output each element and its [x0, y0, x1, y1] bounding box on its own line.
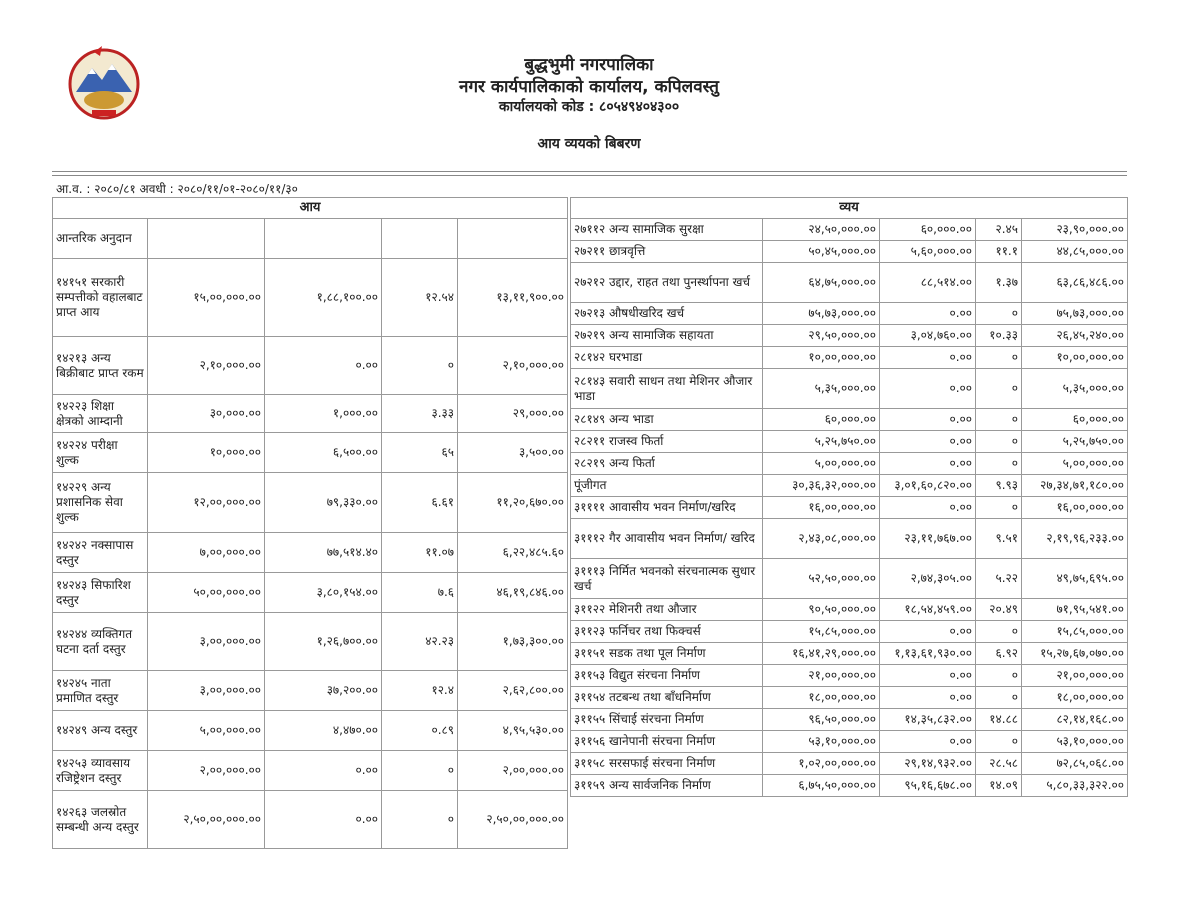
- report-title: आय व्ययको बिबरण: [537, 136, 641, 152]
- spent-amount: ६,५००.००: [265, 433, 382, 473]
- remaining-amount: ५,२५,७५०.००: [1022, 431, 1128, 453]
- table-row: [571, 497, 1128, 519]
- spent-amount: ०.००: [265, 791, 382, 849]
- percent-value: ०: [382, 791, 458, 849]
- percent-value: २०.४९: [976, 599, 1022, 621]
- spent-amount: ९५,१६,६७८.००: [880, 775, 976, 797]
- budget-amount: ३,००,०००.००: [148, 613, 265, 671]
- income-heading: आय: [53, 198, 568, 219]
- percent-value: ११.०७: [382, 533, 458, 573]
- spent-amount: ०.००: [880, 409, 976, 431]
- fiscal-period: आ.व. : २०८०/८१ अवधी : २०८०/११/०१-२०८०/११/३०: [56, 182, 298, 196]
- spent-amount: ८८,५१४.००: [880, 263, 976, 303]
- row-label: १४२४३ सिफारिश दस्तुर: [53, 573, 148, 613]
- table-row: [53, 395, 568, 433]
- remaining-amount: २,१०,०००.००: [458, 337, 568, 395]
- remaining-amount: २१,००,०००.००: [1022, 665, 1128, 687]
- table-row: [53, 219, 568, 259]
- percent-value: [382, 219, 458, 259]
- remaining-amount: २७,३४,७१,१८०.००: [1022, 475, 1128, 497]
- percent-value: ७.६: [382, 573, 458, 613]
- row-label: ३११५८ सरसफाई संरचना निर्माण: [571, 753, 763, 775]
- budget-amount: ५,२५,७५०.००: [763, 431, 880, 453]
- table-row: [571, 475, 1128, 497]
- percent-value: ०: [976, 369, 1022, 409]
- spent-amount: ०.००: [265, 751, 382, 791]
- percent-value: ०: [976, 497, 1022, 519]
- row-label: आन्तरिक अनुदान: [53, 219, 148, 259]
- row-label: २७२१३ औषधीखरिद खर्च: [571, 303, 763, 325]
- percent-value: २.४५: [976, 219, 1022, 241]
- row-label: १४२४२ नक्सापास दस्तुर: [53, 533, 148, 573]
- row-label: पूंजीगत: [571, 475, 763, 497]
- office-code: कार्यालयको कोड : ८०५४९४०४३००: [498, 99, 680, 115]
- percent-value: १२.४: [382, 671, 458, 711]
- remaining-amount: ८२,१४,१६८.००: [1022, 709, 1128, 731]
- spent-amount: २३,११,७६७.००: [880, 519, 976, 559]
- row-label: १४२२४ परीक्षा शुल्क: [53, 433, 148, 473]
- row-label: २८१४२ घरभाडा: [571, 347, 763, 369]
- spent-amount: ४,४७०.००: [265, 711, 382, 751]
- row-label: २८२११ राजस्व फिर्ता: [571, 431, 763, 453]
- row-label: २७२१९ अन्य सामाजिक सहायता: [571, 325, 763, 347]
- budget-amount: २१,००,०००.००: [763, 665, 880, 687]
- table-row: [571, 621, 1128, 643]
- percent-value: ०: [382, 337, 458, 395]
- percent-value: ०.८९: [382, 711, 458, 751]
- budget-amount: २,१०,०००.००: [148, 337, 265, 395]
- spent-amount: ३,०१,६०,८२०.००: [880, 475, 976, 497]
- spent-amount: ३,८०,१५४.००: [265, 573, 382, 613]
- table-row: [53, 533, 568, 573]
- budget-amount: ७५,७३,०००.००: [763, 303, 880, 325]
- spent-amount: ०.००: [880, 303, 976, 325]
- budget-amount: १,०२,००,०००.००: [763, 753, 880, 775]
- budget-amount: २,००,०००.००: [148, 751, 265, 791]
- budget-amount: [148, 219, 265, 259]
- table-row: [53, 711, 568, 751]
- remaining-amount: ४६,१९,८४६.००: [458, 573, 568, 613]
- row-label: २८२१९ अन्य फिर्ता: [571, 453, 763, 475]
- spent-amount: १,८८,१००.००: [265, 259, 382, 337]
- organization-name: बुद्धभुमी नगरपालिका: [524, 55, 654, 75]
- spent-amount: २,७४,३०५.००: [880, 559, 976, 599]
- budget-amount: ५३,१०,०००.००: [763, 731, 880, 753]
- percent-value: ५.२२: [976, 559, 1022, 599]
- percent-value: ०: [976, 347, 1022, 369]
- percent-value: १.३७: [976, 263, 1022, 303]
- header-divider-secondary: [52, 175, 1127, 176]
- table-row: [571, 369, 1128, 409]
- table-row: [53, 671, 568, 711]
- table-row: [571, 665, 1128, 687]
- percent-value: ११.१: [976, 241, 1022, 263]
- row-label: १४२४४ व्यक्तिगत घटना दर्ता दस्तुर: [53, 613, 148, 671]
- spent-amount: ०.००: [880, 347, 976, 369]
- percent-value: ६५: [382, 433, 458, 473]
- spent-amount: ६०,०००.००: [880, 219, 976, 241]
- spent-amount: ७७,५१४.४०: [265, 533, 382, 573]
- row-label: ३११५३ विद्युत संरचना निर्माण: [571, 665, 763, 687]
- remaining-amount: २,१९,९६,२३३.००: [1022, 519, 1128, 559]
- table-row: [571, 453, 1128, 475]
- remaining-amount: १८,००,०००.००: [1022, 687, 1128, 709]
- office-name: नगर कार्यपालिकाको कार्यालय, कपिलवस्तु: [459, 77, 719, 97]
- row-label: ३११५६ खानेपानी संरचना निर्माण: [571, 731, 763, 753]
- percent-value: १४.०९: [976, 775, 1022, 797]
- spent-amount: ०.००: [880, 687, 976, 709]
- remaining-amount: २,६२,८००.००: [458, 671, 568, 711]
- percent-value: ६.९२: [976, 643, 1022, 665]
- table-row: [53, 433, 568, 473]
- spent-amount: २९,१४,९३२.००: [880, 753, 976, 775]
- remaining-amount: ११,२०,६७०.००: [458, 473, 568, 533]
- row-label: १४२४९ अन्य दस्तुर: [53, 711, 148, 751]
- table-row: [571, 687, 1128, 709]
- remaining-amount: १०,००,०००.००: [1022, 347, 1128, 369]
- spent-amount: ३७,२००.००: [265, 671, 382, 711]
- table-row: [53, 337, 568, 395]
- budget-amount: १८,००,०००.००: [763, 687, 880, 709]
- percent-value: ०: [976, 621, 1022, 643]
- row-label: १४२२३ शिक्षा क्षेत्रको आम्दानी: [53, 395, 148, 433]
- budget-amount: ६४,७५,०००.००: [763, 263, 880, 303]
- percent-value: ०: [976, 453, 1022, 475]
- row-label: २७११२ अन्य सामाजिक सुरक्षा: [571, 219, 763, 241]
- percent-value: ९.९३: [976, 475, 1022, 497]
- percent-value: ०: [976, 731, 1022, 753]
- remaining-amount: ७५,७३,०००.००: [1022, 303, 1128, 325]
- row-label: २८१४९ अन्य भाडा: [571, 409, 763, 431]
- row-label: १४२६३ जलस्रोत सम्बन्धी अन्य दस्तुर: [53, 791, 148, 849]
- remaining-amount: ५,८०,३३,३२२.००: [1022, 775, 1128, 797]
- table-row: [571, 731, 1128, 753]
- remaining-amount: १५,८५,०००.००: [1022, 621, 1128, 643]
- spent-amount: ०.००: [880, 369, 976, 409]
- table-row: [571, 775, 1128, 797]
- spent-amount: १४,३५,८३२.००: [880, 709, 976, 731]
- row-label: ३११५९ अन्य सार्वजनिक निर्माण: [571, 775, 763, 797]
- percent-value: ४२.२३: [382, 613, 458, 671]
- remaining-amount: २,५०,००,०००.००: [458, 791, 568, 849]
- income-table: [52, 197, 568, 849]
- remaining-amount: १,७३,३००.००: [458, 613, 568, 671]
- budget-amount: १६,००,०००.००: [763, 497, 880, 519]
- remaining-amount: २३,९०,०००.००: [1022, 219, 1128, 241]
- table-row: [571, 559, 1128, 599]
- budget-amount: ५२,५०,०००.००: [763, 559, 880, 599]
- remaining-amount: [458, 219, 568, 259]
- spent-amount: १,१३,६१,९३०.००: [880, 643, 976, 665]
- spent-amount: ७९,३३०.००: [265, 473, 382, 533]
- expense-table: [570, 197, 1128, 797]
- budget-amount: १५,००,०००.००: [148, 259, 265, 337]
- table-row: [53, 573, 568, 613]
- remaining-amount: ७१,९५,५४१.००: [1022, 599, 1128, 621]
- percent-value: ०: [976, 409, 1022, 431]
- row-label: ३१११२ गैर आवासीय भवन निर्माण/ खरिद: [571, 519, 763, 559]
- percent-value: ०: [382, 751, 458, 791]
- row-label: १४२५३ व्यावसाय रजिष्ट्रेशन दस्तुर: [53, 751, 148, 791]
- percent-value: १२.५४: [382, 259, 458, 337]
- table-row: [53, 259, 568, 337]
- spent-amount: ०.००: [880, 453, 976, 475]
- remaining-amount: १५,२७,६७,०७०.००: [1022, 643, 1128, 665]
- row-label: १४१५१ सरकारी सम्पत्तीको वहालबाट प्राप्त आय: [53, 259, 148, 337]
- budget-amount: १५,८५,०००.००: [763, 621, 880, 643]
- percent-value: ६.६१: [382, 473, 458, 533]
- budget-amount: २,४३,०८,०००.००: [763, 519, 880, 559]
- remaining-amount: ६३,८६,४८६.००: [1022, 263, 1128, 303]
- budget-amount: ६,७५,५०,०००.००: [763, 775, 880, 797]
- spent-amount: १८,५४,४५९.००: [880, 599, 976, 621]
- percent-value: २८.५८: [976, 753, 1022, 775]
- spent-amount: [265, 219, 382, 259]
- remaining-amount: ४४,८५,०००.००: [1022, 241, 1128, 263]
- table-row: [53, 613, 568, 671]
- table-row: [571, 241, 1128, 263]
- remaining-amount: ३,५००.००: [458, 433, 568, 473]
- table-row: [571, 599, 1128, 621]
- table-row: [571, 263, 1128, 303]
- budget-amount: ३०,३६,३२,०००.००: [763, 475, 880, 497]
- remaining-amount: ५३,१०,०००.००: [1022, 731, 1128, 753]
- budget-amount: ५,००,०००.००: [148, 711, 265, 751]
- row-label: ३११२२ मेशिनरी तथा औजार: [571, 599, 763, 621]
- spent-amount: १,०००.००: [265, 395, 382, 433]
- spent-amount: ३,०४,७६०.००: [880, 325, 976, 347]
- row-label: ३१११३ निर्मित भवनको संरचनात्मक सुधार खर्च: [571, 559, 763, 599]
- spent-amount: ०.००: [880, 431, 976, 453]
- remaining-amount: ४,९५,५३०.००: [458, 711, 568, 751]
- table-row: [571, 753, 1128, 775]
- table-row: [571, 347, 1128, 369]
- spent-amount: १,२६,७००.००: [265, 613, 382, 671]
- remaining-amount: ६०,०००.००: [1022, 409, 1128, 431]
- budget-amount: ९०,५०,०००.००: [763, 599, 880, 621]
- row-label: ३११११ आवासीय भवन निर्माण/खरिद: [571, 497, 763, 519]
- remaining-amount: ५,००,०००.००: [1022, 453, 1128, 475]
- expense-heading: व्यय: [571, 198, 1128, 219]
- table-row: [571, 409, 1128, 431]
- remaining-amount: ४९,७५,६९५.००: [1022, 559, 1128, 599]
- table-row: [571, 431, 1128, 453]
- row-label: १४२१३ अन्य बिक्रीबाट प्राप्त रकम: [53, 337, 148, 395]
- budget-amount: ३,००,०००.००: [148, 671, 265, 711]
- row-label: ३११५१ सडक तथा पूल निर्माण: [571, 643, 763, 665]
- percent-value: ९.५१: [976, 519, 1022, 559]
- budget-amount: १६,४१,२९,०००.००: [763, 643, 880, 665]
- budget-amount: ३०,०००.००: [148, 395, 265, 433]
- budget-amount: २९,५०,०००.००: [763, 325, 880, 347]
- percent-value: ०: [976, 665, 1022, 687]
- spent-amount: ०.००: [880, 731, 976, 753]
- remaining-amount: ५,३५,०००.००: [1022, 369, 1128, 409]
- budget-amount: २,५०,००,०००.००: [148, 791, 265, 849]
- table-row: [571, 709, 1128, 731]
- row-label: २७२११ छात्रवृत्ति: [571, 241, 763, 263]
- spent-amount: ०.००: [880, 665, 976, 687]
- budget-amount: १०,००,०००.००: [763, 347, 880, 369]
- remaining-amount: २६,४५,२४०.००: [1022, 325, 1128, 347]
- spent-amount: ५,६०,०००.००: [880, 241, 976, 263]
- budget-amount: ९६,५०,०००.००: [763, 709, 880, 731]
- row-label: १४२४५ नाता प्रमाणित दस्तुर: [53, 671, 148, 711]
- remaining-amount: १६,००,०००.००: [1022, 497, 1128, 519]
- row-label: २८१४३ सवारी साधन तथा मेशिनर औजार भाडा: [571, 369, 763, 409]
- budget-amount: ६०,०००.००: [763, 409, 880, 431]
- budget-amount: ५०,००,०००.००: [148, 573, 265, 613]
- table-row: [53, 473, 568, 533]
- remaining-amount: १३,११,९००.००: [458, 259, 568, 337]
- percent-value: ३.३३: [382, 395, 458, 433]
- percent-value: ०: [976, 687, 1022, 709]
- budget-amount: २४,५०,०००.००: [763, 219, 880, 241]
- table-row: [53, 791, 568, 849]
- budget-amount: ५,००,०००.००: [763, 453, 880, 475]
- table-row: [571, 325, 1128, 347]
- spent-amount: ०.००: [265, 337, 382, 395]
- percent-value: ०: [976, 303, 1022, 325]
- remaining-amount: २९,०००.००: [458, 395, 568, 433]
- budget-amount: १२,००,०००.००: [148, 473, 265, 533]
- row-label: ३११५४ तटबन्ध तथा बाँधनिर्माण: [571, 687, 763, 709]
- row-label: १४२२९ अन्य प्रशासनिक सेवा शुल्क: [53, 473, 148, 533]
- table-row: [571, 643, 1128, 665]
- budget-amount: ७,००,०००.००: [148, 533, 265, 573]
- percent-value: ०: [976, 431, 1022, 453]
- spent-amount: ०.००: [880, 497, 976, 519]
- budget-amount: ५०,४५,०००.००: [763, 241, 880, 263]
- header-divider: [52, 171, 1127, 172]
- table-row: [571, 303, 1128, 325]
- table-row: [571, 219, 1128, 241]
- table-row: [53, 751, 568, 791]
- remaining-amount: ६,२२,४८५.६०: [458, 533, 568, 573]
- row-label: २७२१२ उद्दार, राहत तथा पुनर्स्थापना खर्च: [571, 263, 763, 303]
- budget-amount: ५,३५,०००.००: [763, 369, 880, 409]
- remaining-amount: ७२,८५,०६८.००: [1022, 753, 1128, 775]
- percent-value: १४.८८: [976, 709, 1022, 731]
- row-label: ३११२३ फर्निचर तथा फिक्चर्स: [571, 621, 763, 643]
- table-row: [571, 519, 1128, 559]
- remaining-amount: २,००,०००.००: [458, 751, 568, 791]
- budget-amount: १०,०००.००: [148, 433, 265, 473]
- row-label: ३११५५ सिंचाई संरचना निर्माण: [571, 709, 763, 731]
- percent-value: १०.३३: [976, 325, 1022, 347]
- spent-amount: ०.००: [880, 621, 976, 643]
